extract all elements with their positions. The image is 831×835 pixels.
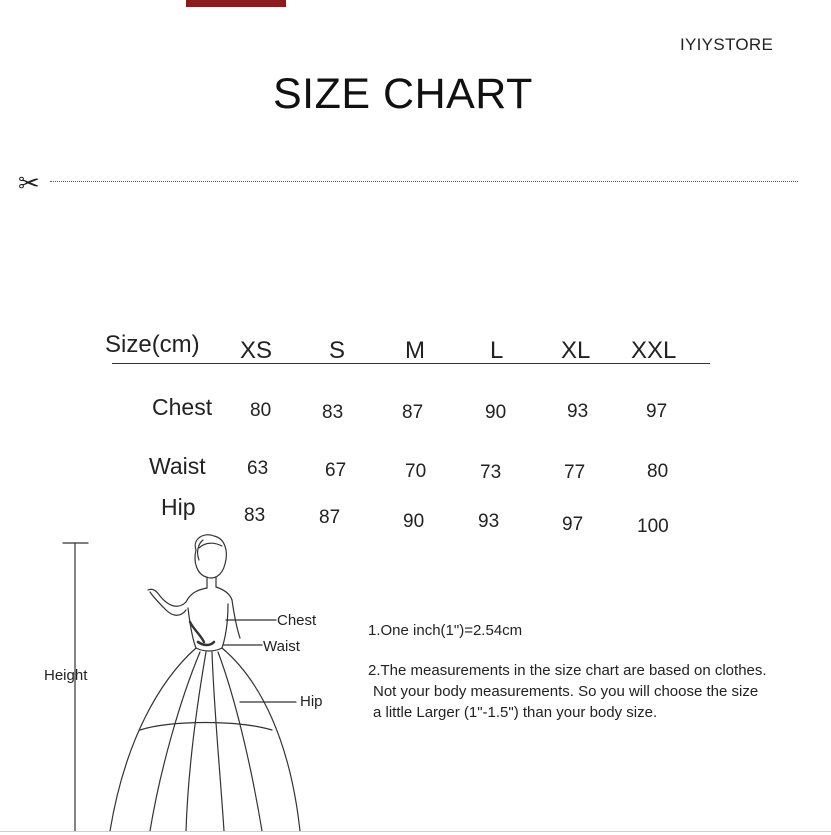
row-label-hip: Hip bbox=[161, 494, 196, 520]
store-name: IYIYSTORE bbox=[680, 35, 774, 54]
table-cell: 73 bbox=[480, 462, 502, 483]
table-cell: 80 bbox=[250, 400, 272, 421]
table-cell: 100 bbox=[637, 516, 669, 537]
table-cell: 70 bbox=[405, 461, 427, 482]
size-s: S bbox=[329, 337, 346, 364]
table-cell: 90 bbox=[485, 402, 507, 423]
table-cell: 87 bbox=[402, 402, 424, 423]
note-inch-conversion: 1.One inch(1")=2.54cm bbox=[368, 622, 523, 639]
note-line-1: 2.The measurements in the size chart are based on clothes. bbox=[368, 662, 767, 679]
note-line-3: a little Larger (1"-1.5") than your body size. bbox=[373, 704, 658, 721]
note-line-2: Not your body measurements. So you will choose the size bbox=[373, 683, 759, 700]
chest-label: Chest bbox=[277, 612, 317, 629]
table-cell: 67 bbox=[325, 460, 347, 481]
page-title: SIZE CHART bbox=[273, 70, 533, 118]
table-cell: 63 bbox=[247, 458, 269, 479]
size-m: M bbox=[405, 337, 425, 364]
top-red-banner bbox=[186, 0, 286, 7]
table-cell: 77 bbox=[564, 462, 586, 483]
table-cell: 97 bbox=[646, 401, 668, 422]
hip-label: Hip bbox=[300, 693, 323, 710]
waist-label: Waist bbox=[263, 638, 300, 655]
table-header-rule bbox=[112, 363, 710, 364]
size-xs: XS bbox=[240, 337, 273, 364]
table-cell: 93 bbox=[478, 511, 500, 532]
size-header-label: Size(cm) bbox=[105, 331, 200, 358]
bottom-divider bbox=[0, 831, 831, 832]
table-cell: 83 bbox=[322, 402, 344, 423]
table-cell: 97 bbox=[562, 514, 584, 535]
height-label: Height bbox=[44, 667, 88, 684]
row-label-waist: Waist bbox=[149, 453, 206, 479]
size-l: L bbox=[490, 337, 504, 364]
size-xxl: XXL bbox=[631, 337, 677, 364]
table-cell: 87 bbox=[319, 507, 341, 528]
size-xl: XL bbox=[561, 337, 591, 364]
table-cell: 80 bbox=[647, 461, 669, 482]
table-cell: 90 bbox=[403, 511, 425, 532]
cut-line-divider bbox=[50, 181, 798, 182]
scissors-icon: ✂ bbox=[18, 168, 40, 198]
table-cell: 83 bbox=[244, 505, 266, 526]
row-label-chest: Chest bbox=[152, 394, 213, 420]
table-cell: 93 bbox=[567, 401, 589, 422]
